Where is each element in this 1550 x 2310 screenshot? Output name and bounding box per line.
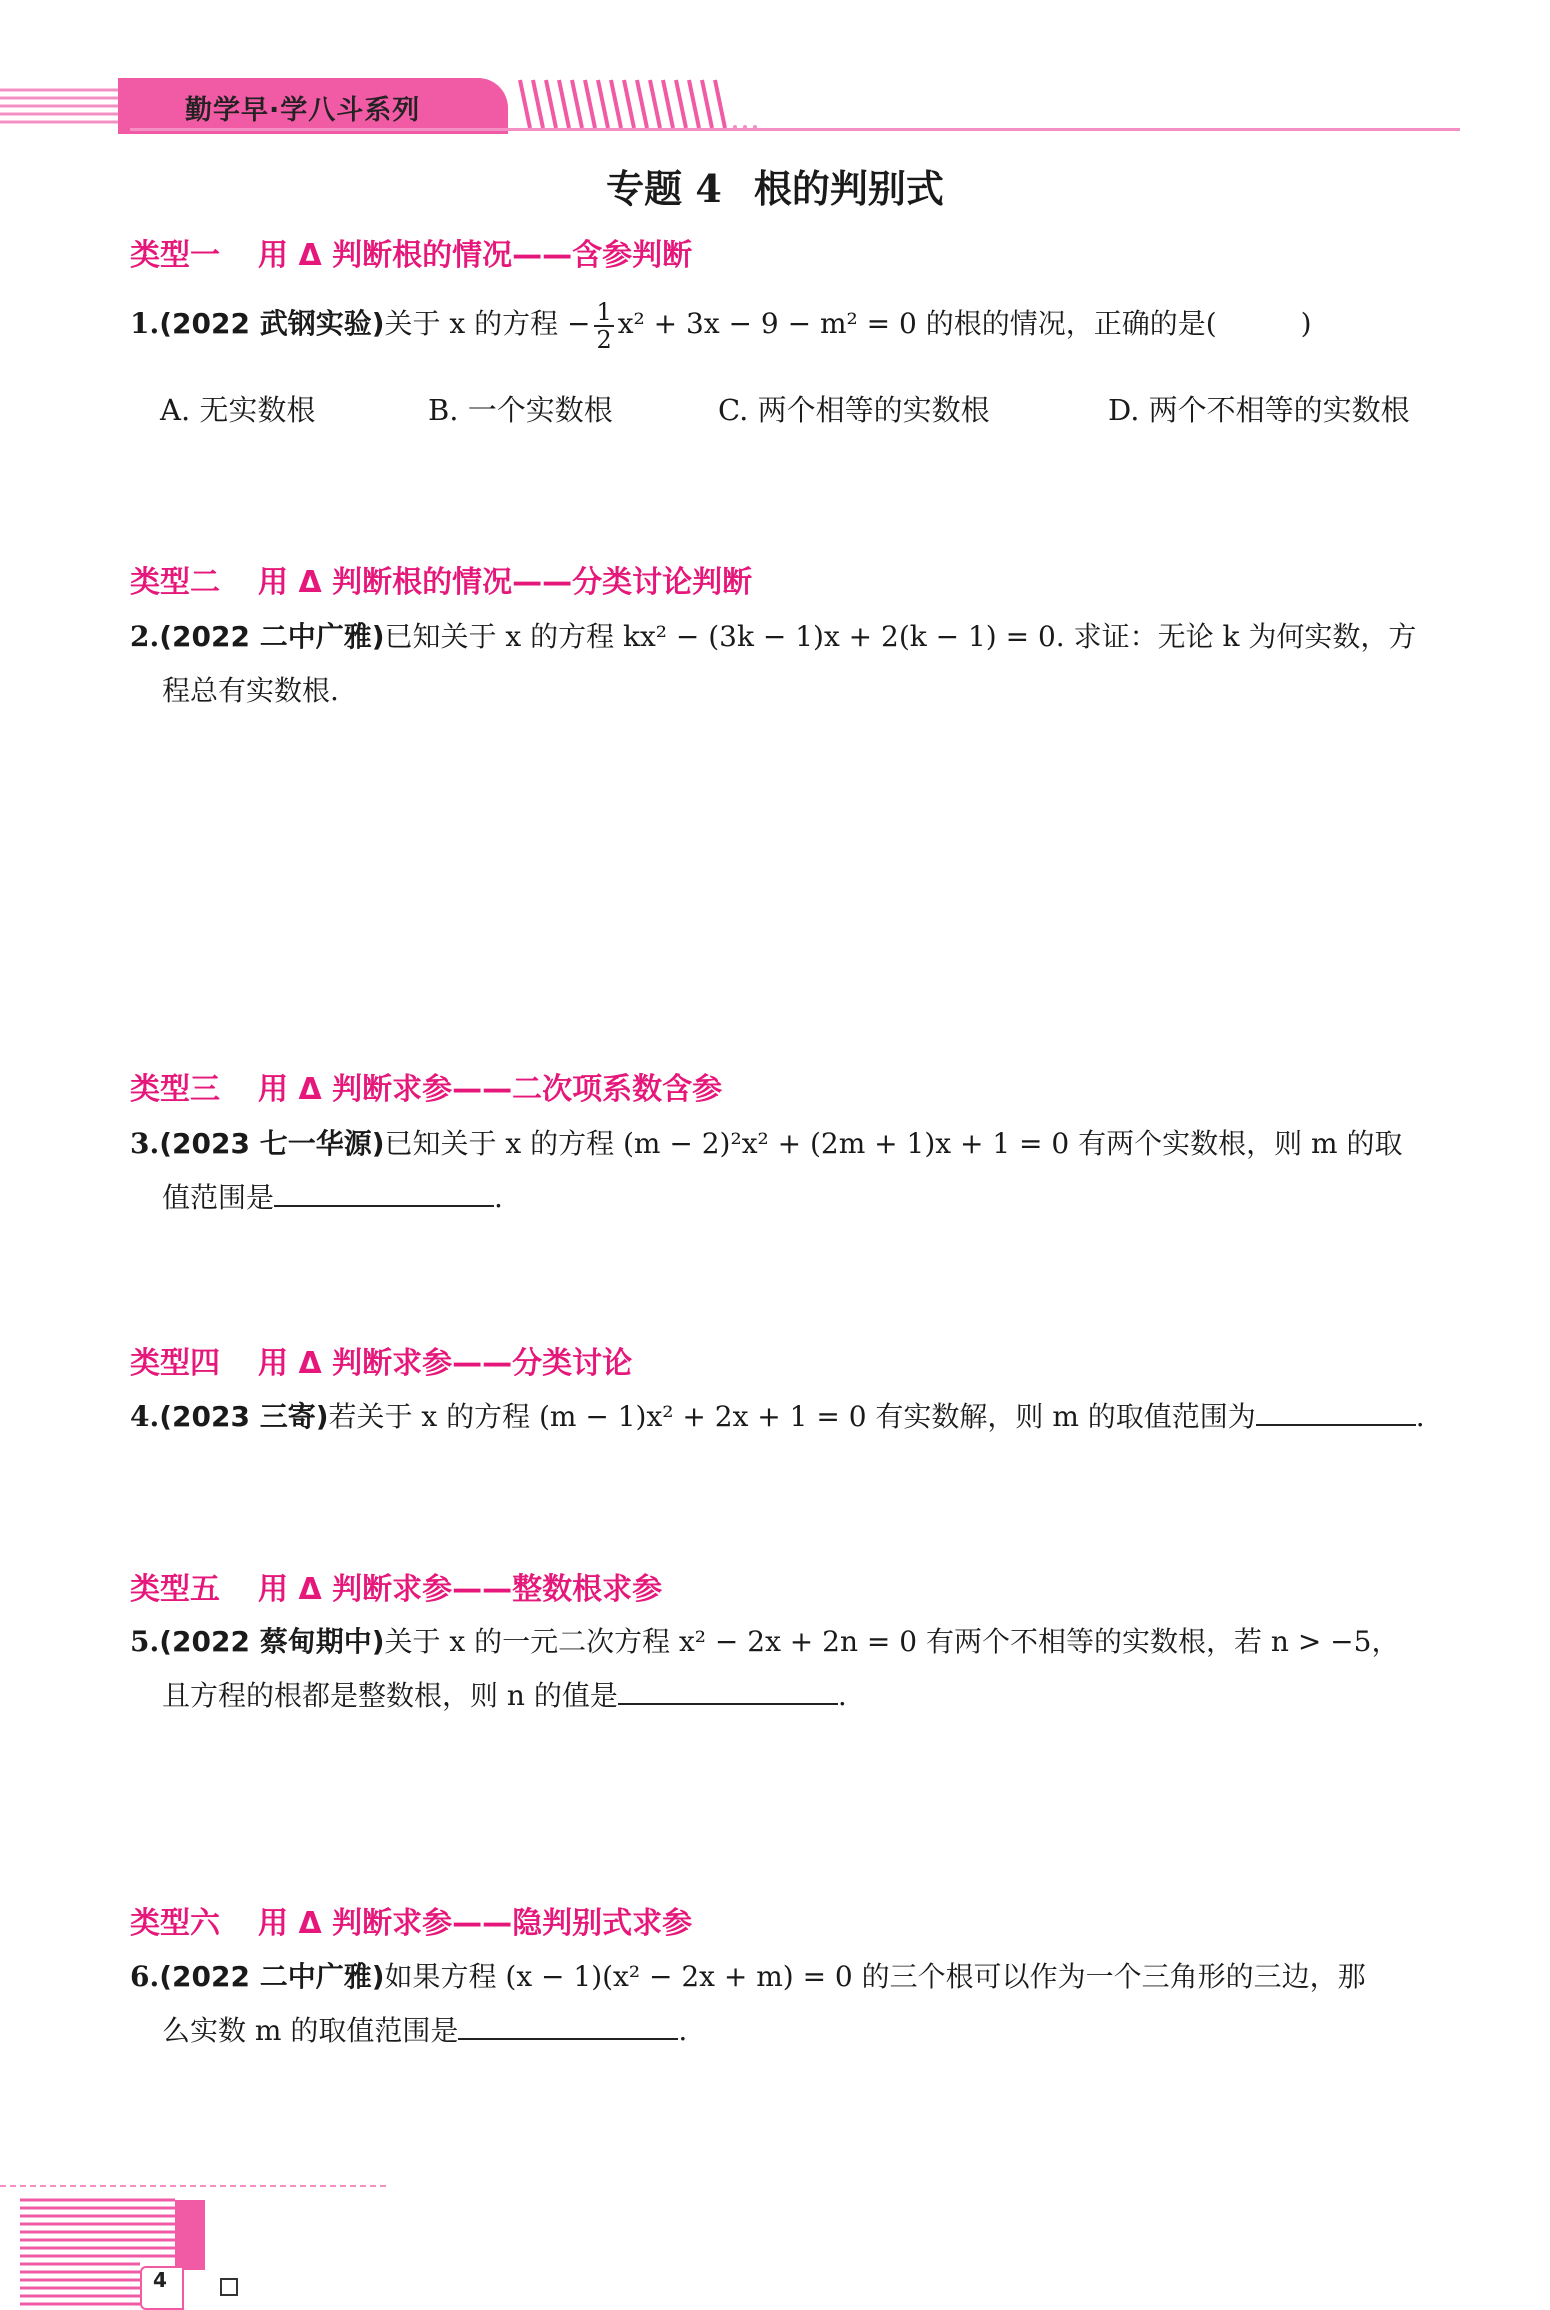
category-label: 类型六 [130,1906,220,1941]
question-2 [130,610,1470,718]
category-6 [130,1898,692,1942]
question-text: 已知关于 x 的方程 (m − 2)²x² + (2m + 1)x + 1 = 0 有两个实数根，则 m 的取 [384,1127,1403,1160]
question-number: 3. [130,1127,160,1160]
topic-name: 根的判别式 [753,166,944,211]
question-text: 已知关于 x 的方程 kx² − (3k − 1)x + 2(k − 1) = 0. 求证：无论 k 为何实数，方 [384,620,1417,653]
question-number: 5. [130,1625,160,1658]
header-rule [130,128,1460,131]
question-end: . [678,2014,688,2047]
category-title: 用 Δ 判断求参——二次项系数含参 [258,1072,723,1107]
category-title: 用 Δ 判断求参——分类讨论 [258,1346,633,1381]
category-2 [130,557,752,601]
question-6 [130,1950,1470,2058]
category-title: 用 Δ 判断求参——整数根求参 [258,1572,663,1607]
question-3 [130,1117,1470,1225]
footer-stripes [0,2180,400,2306]
category-label: 类型四 [130,1346,220,1381]
question-number: 4. [130,1400,160,1433]
question-text-line2: 且方程的根都是整数根，则 n 的值是 [162,1679,618,1712]
category-3 [130,1064,722,1108]
series-name: 勤学早·学八斗系列 [185,95,421,126]
question-text-line2: 值范围是 [162,1181,275,1214]
answer-blank[interactable] [274,1175,494,1207]
category-label: 类型三 [130,1072,220,1107]
category-title: 用 Δ 判断求参——隐判别式求参 [258,1906,693,1941]
question-1 [130,297,1312,353]
question-text: 如果方程 (x − 1)(x² − 2x + m) = 0 的三个根可以作为一个三角形的三边，那 [384,1960,1366,1993]
question-number: 2. [130,620,160,653]
fraction-numerator: 1 [596,297,612,326]
category-title: 用 Δ 判断根的情况——分类讨论判断 [258,565,753,600]
fraction-denominator: 2 [596,325,612,354]
page-number: 4 [153,2268,167,2292]
page-title [0,158,1550,213]
question-text: 若关于 x 的方程 (m − 1)x² + 2x + 1 = 0 有实数解，则 m 的取值范围为 [328,1400,1256,1433]
option-a: A. 无实数根 [160,393,316,427]
question-number: 6. [130,1960,160,1993]
answer-blank[interactable] [618,1673,838,1705]
question-source: (2022 武钢实验) [159,307,385,340]
question-5 [130,1615,1470,1723]
topic-number: 专题 4 [606,166,722,211]
category-1 [130,230,692,274]
option-c: C. 两个相等的实数根 [718,393,990,427]
question-4 [130,1390,1470,1444]
question-source: (2023 三寄) [159,1400,329,1433]
question-text: 关于 x 的方程 − [384,307,591,340]
option-b: B. 一个实数根 [428,393,613,427]
question-end: . [1415,1400,1425,1433]
fraction [594,299,613,353]
question-text-line2: 么实数 m 的取值范围是 [162,2014,459,2047]
question-text: 关于 x 的一元二次方程 x² − 2x + 2n = 0 有两个不相等的实数根，若 n > −5， [384,1625,1400,1658]
question-number: 1. [130,307,160,340]
answer-blank[interactable] [1256,1394,1416,1426]
question-source: (2022 二中广雅) [159,1960,385,1993]
question-source: (2022 蔡甸期中) [159,1625,385,1658]
answer-blank[interactable] [458,2008,678,2040]
footer-square-icon [220,2278,238,2296]
category-5 [130,1564,662,1608]
question-source: (2022 二中广雅) [159,620,385,653]
category-label: 类型五 [130,1572,220,1607]
question-end: . [837,1679,847,1712]
category-title: 用 Δ 判断根的情况——含参判断 [258,238,693,273]
option-d: D. 两个不相等的实数根 [1108,393,1410,427]
question-source: (2023 七一华源) [159,1127,385,1160]
question-text-cont: x² + 3x − 9 − m² = 0 的根的情况，正确的是( ) [617,307,1312,340]
category-4 [130,1338,632,1382]
question-end: . [494,1181,503,1214]
category-label: 类型一 [130,238,220,273]
question-text-line2: 程总有实数根. [162,674,339,707]
category-label: 类型二 [130,565,220,600]
